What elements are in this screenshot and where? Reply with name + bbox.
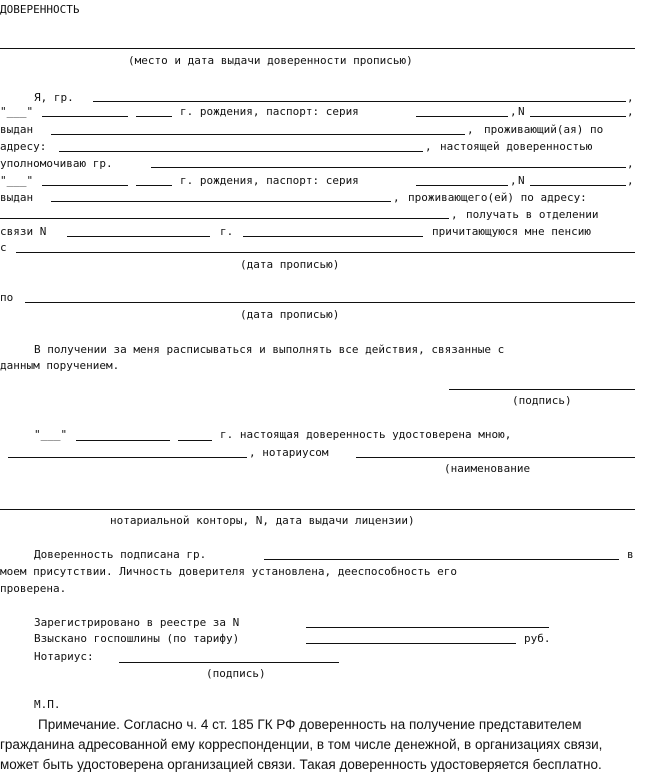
- by-notary-label: , нотариусом: [249, 446, 329, 459]
- fee-amount-line[interactable]: [306, 643, 516, 644]
- agent-passport-series-line[interactable]: [416, 185, 508, 186]
- agent-issued-label: выдан: [0, 191, 34, 204]
- notary-signature-line[interactable]: [119, 662, 339, 663]
- ya-gr-label: Я, гр.: [34, 91, 74, 104]
- signer-name-line[interactable]: [264, 559, 619, 560]
- from-date-line[interactable]: [16, 252, 635, 253]
- notary-office-caption-2: нотариальной конторы, N, дата выдачи лицензии): [110, 514, 415, 527]
- agent-birth-year-line[interactable]: [136, 185, 172, 186]
- principal-passport-number-line[interactable]: [530, 116, 626, 117]
- registered-label: Зарегистрировано в реестре за N: [34, 616, 240, 629]
- receive-label: получать в отделении: [466, 208, 599, 221]
- to-date-line[interactable]: [25, 302, 635, 303]
- agent-passport-number-line[interactable]: [530, 185, 626, 186]
- principal-signature-line[interactable]: [449, 389, 635, 390]
- from-label: с: [0, 241, 7, 254]
- authority-line-1: В получении за меня расписываться и выполнять все действия, связанные с: [34, 343, 505, 356]
- note-line-3: может быть удостоверена организацией связи. Такая доверенность удостоверяется бесплатно.: [0, 757, 602, 772]
- notary-date-year-line[interactable]: [178, 440, 212, 441]
- principal-issued-line[interactable]: [51, 134, 465, 135]
- principal-issued-label: выдан: [0, 123, 34, 136]
- principal-address-label: адресу:: [0, 140, 47, 153]
- place-date-caption: (место и дата выдачи доверенности прописью): [128, 54, 413, 67]
- agent-address-line[interactable]: [0, 218, 449, 219]
- fee-label: Взыскано госпошлины (по тарифу): [34, 632, 240, 645]
- principal-address-line[interactable]: [59, 151, 423, 152]
- agent-birth-month-line[interactable]: [42, 185, 128, 186]
- notary-signature-caption: (подпись): [206, 667, 266, 680]
- note-line-1: Примечание. Согласно ч. 4 ст. 185 ГК РФ доверенность на получение представителем: [38, 717, 582, 732]
- principal-birth-label: г. рождения, паспорт: серия: [180, 105, 359, 118]
- notary-date-quote: "___": [34, 428, 68, 441]
- agent-number-label: N: [518, 174, 525, 187]
- presence-text: моем присутствии. Личность доверителя установлена, дееспособность его: [0, 565, 457, 578]
- agent-issued-line[interactable]: [51, 201, 391, 202]
- notary-office-caption-1: (наименование: [444, 462, 531, 475]
- post-office-city-line[interactable]: [243, 236, 423, 237]
- principal-residing-label: проживающий(ая) по: [484, 123, 604, 136]
- agent-birth-quote: "___": [0, 174, 34, 187]
- notary-label: Нотариус:: [34, 650, 94, 663]
- agent-birth-label: г. рождения, паспорт: серия: [180, 174, 359, 187]
- place-date-line[interactable]: [0, 48, 635, 49]
- city-label: г.: [220, 225, 234, 238]
- to-label: по: [0, 291, 14, 304]
- checked-text: проверена.: [0, 582, 67, 595]
- principal-birth-year-line[interactable]: [136, 116, 172, 117]
- notary-name-line[interactable]: [356, 457, 635, 458]
- principal-signature-caption: (подпись): [512, 394, 572, 407]
- notary-date-month-line[interactable]: [76, 440, 170, 441]
- agent-residing-label: проживающего(ей) по адресу:: [408, 191, 587, 204]
- power-of-attorney-form: ДОВЕРЕННОСТЬ (место и дата выдачи доверенности прописью) Я, гр. , "___" г. рождения, паспорт: серия , N , выдан , проживающий(ая) по адресу: , настоящей доверенностью уполномочиваю гр. , "___" г. рождения, паспорт: серия , N , выдан , проживающего(ей) по адресу: , получать в отделении связи N г. причитающуюся мне пенсию с (дата прописью) по (дата прописью) В получении за меня расписываться и выполнять все действия, связанные с данным поручением. (подпись) "___" г. настоящая доверенность удостоверена мною, , нотариусом (наименование нотариальной конторы, N, дата выдачи лицензии) Доверенность подписана гр. в моем присутствии. Личность доверителя установлена, дееспособность его проверена. Зарегистрировано в реестре за N Взыскано госпошлины (по тарифу) руб. Нотариус: (подпись) М.П. Примечание. Согласно ч. 4 ст. 185 ГК РФ доверенность на получение представителем гражданина адресованной ему корреспонденции, в том числе денежной, в организациях связи, может быть удостоверена организацией связи. Такая доверенность удостоверяется бесплатно.: [0, 0, 660, 776]
- seal-label: М.П.: [34, 698, 61, 711]
- notary-certified-label: г. настоящая доверенность удостоверена мною,: [220, 428, 512, 441]
- rub-label: руб.: [524, 632, 551, 645]
- principal-birth-quote: "___": [0, 105, 34, 118]
- principal-number-label: N: [518, 105, 525, 118]
- authorize-label: уполномочиваю гр.: [0, 157, 113, 170]
- pension-label: причитающуюся мне пенсию: [432, 225, 591, 238]
- principal-name-line[interactable]: [93, 101, 626, 102]
- principal-birth-month-line[interactable]: [42, 116, 128, 117]
- to-date-caption: (дата прописью): [240, 308, 340, 321]
- post-office-label: связи N: [0, 225, 47, 238]
- note-line-2: гражданина адресованной ему корреспонденции, в том числе денежной, в организациях связи,: [0, 737, 603, 752]
- principal-passport-series-line[interactable]: [416, 116, 508, 117]
- from-date-caption: (дата прописью): [240, 258, 340, 271]
- document-title: ДОВЕРЕННОСТЬ: [0, 3, 80, 16]
- authority-line-2: данным поручением.: [0, 359, 120, 372]
- post-office-number-line[interactable]: [67, 236, 210, 237]
- this-poa-label: настоящей доверенностью: [440, 140, 593, 153]
- notary-place-line[interactable]: [8, 457, 247, 458]
- in-label: в: [627, 548, 634, 561]
- register-number-line[interactable]: [306, 627, 549, 628]
- notary-office-line[interactable]: [0, 509, 635, 510]
- agent-name-line[interactable]: [151, 167, 626, 168]
- signed-by-label: Доверенность подписана гр.: [34, 548, 207, 561]
